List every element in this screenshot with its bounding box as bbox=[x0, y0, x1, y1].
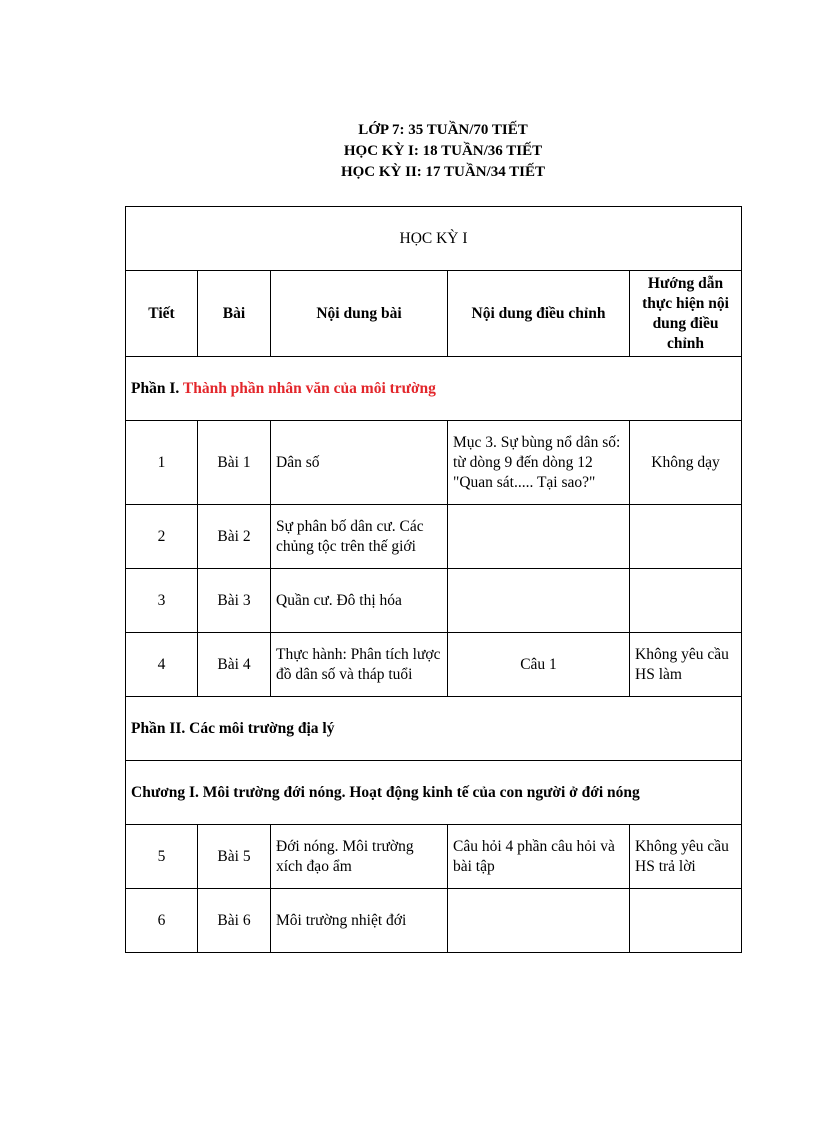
cell-bai: Bài 5 bbox=[198, 825, 271, 889]
cell-dieu-chinh bbox=[448, 505, 630, 569]
part-1-title: Thành phần nhân văn của môi trường bbox=[182, 379, 436, 397]
table-row bbox=[126, 569, 742, 633]
part-1-prefix: Phần I. bbox=[131, 379, 180, 397]
col-header-dieu-chinh: Nội dung điều chỉnh bbox=[448, 271, 630, 357]
cell-bai: Bài 6 bbox=[198, 889, 271, 953]
table-row bbox=[126, 505, 742, 569]
semester-title: HỌC KỲ I bbox=[126, 207, 742, 271]
cell-huong-dan bbox=[630, 505, 742, 569]
part-1-heading bbox=[126, 357, 742, 421]
cell-tiet: 2 bbox=[126, 505, 198, 569]
table-row bbox=[126, 421, 742, 505]
header-row bbox=[126, 271, 742, 357]
cell-noi-dung: Sự phân bố dân cư. Các chủng tộc trên thế giới bbox=[271, 505, 448, 569]
cell-bai: Bài 3 bbox=[198, 569, 271, 633]
cell-dieu-chinh bbox=[448, 889, 630, 953]
cell-noi-dung: Thực hành: Phân tích lược đồ dân số và tháp tuổi bbox=[271, 633, 448, 697]
col-header-noi-dung: Nội dung bài bbox=[271, 271, 448, 357]
col-header-tiet: Tiết bbox=[126, 271, 198, 357]
heading-line-semester-2: HỌC KỲ II: 17 TUẦN/34 TIẾT bbox=[340, 164, 546, 180]
section-row-chapter-1 bbox=[126, 761, 742, 825]
col-header-bai: Bài bbox=[198, 271, 271, 357]
cell-noi-dung: Dân số bbox=[271, 421, 448, 505]
curriculum-table bbox=[125, 206, 742, 953]
cell-tiet: 6 bbox=[126, 889, 198, 953]
table-row bbox=[126, 633, 742, 697]
table-row bbox=[126, 889, 742, 953]
cell-huong-dan: Không yêu cầu HS làm bbox=[630, 633, 742, 697]
cell-bai: Bài 1 bbox=[198, 421, 271, 505]
section-row-part-2 bbox=[126, 697, 742, 761]
document-heading bbox=[0, 120, 816, 183]
cell-dieu-chinh: Câu 1 bbox=[448, 633, 630, 697]
chapter-1-heading: Chương I. Môi trường đới nóng. Hoạt động kinh tế của con người ở đới nóng bbox=[126, 761, 742, 825]
cell-huong-dan: Không yêu cầu HS trả lời bbox=[630, 825, 742, 889]
cell-tiet: 4 bbox=[126, 633, 198, 697]
cell-noi-dung: Quần cư. Đô thị hóa bbox=[271, 569, 448, 633]
cell-noi-dung: Môi trường nhiệt đới bbox=[271, 889, 448, 953]
table-row bbox=[126, 825, 742, 889]
cell-huong-dan bbox=[630, 569, 742, 633]
cell-dieu-chinh: Câu hỏi 4 phần câu hỏi và bài tập bbox=[448, 825, 630, 889]
cell-tiet: 3 bbox=[126, 569, 198, 633]
heading-line-grade: LỚP 7: 35 TUẦN/70 TIẾT bbox=[358, 122, 528, 138]
cell-dieu-chinh: Mục 3. Sự bùng nổ dân số: từ dòng 9 đến dòng 12 "Quan sát..... Tại sao?" bbox=[448, 421, 630, 505]
cell-noi-dung: Đới nóng. Môi trường xích đạo ẩm bbox=[271, 825, 448, 889]
cell-tiet: 1 bbox=[126, 421, 198, 505]
cell-huong-dan bbox=[630, 889, 742, 953]
section-row-part-1 bbox=[126, 357, 742, 421]
heading-line-semester-1: HỌC KỲ I: 18 TUẦN/36 TIẾT bbox=[343, 143, 543, 159]
cell-huong-dan: Không dạy bbox=[630, 421, 742, 505]
cell-bai: Bài 2 bbox=[198, 505, 271, 569]
col-header-huong-dan: Hướng dẫn thực hiện nội dung điều chỉnh bbox=[630, 271, 742, 357]
semester-row bbox=[126, 207, 742, 271]
cell-dieu-chinh bbox=[448, 569, 630, 633]
part-2-heading: Phần II. Các môi trường địa lý bbox=[126, 697, 742, 761]
cell-bai: Bài 4 bbox=[198, 633, 271, 697]
cell-tiet: 5 bbox=[126, 825, 198, 889]
